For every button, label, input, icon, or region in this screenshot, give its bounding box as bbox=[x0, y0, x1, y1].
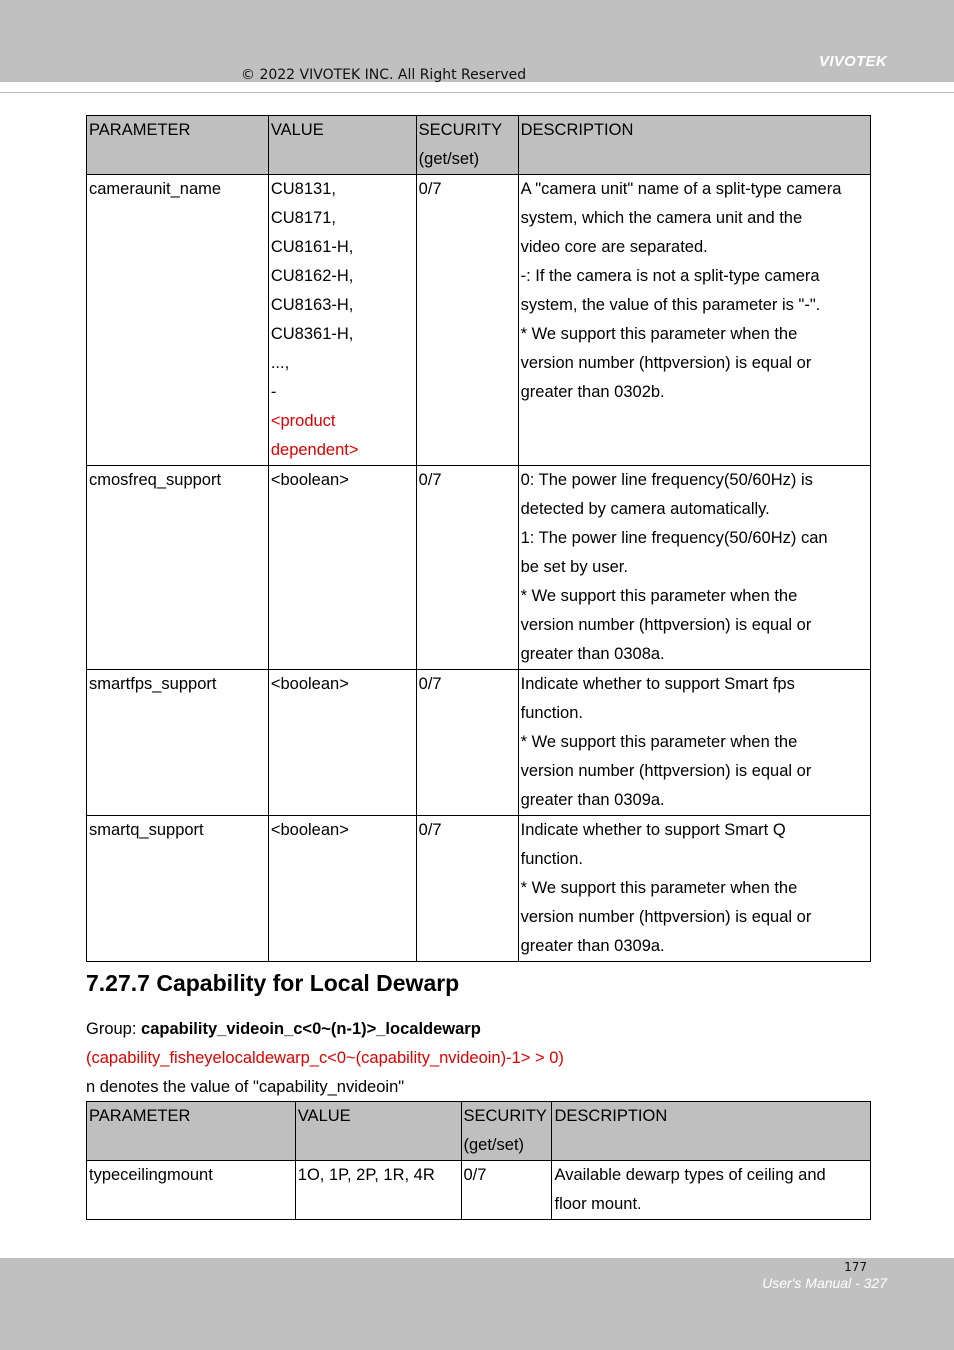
table-row bbox=[87, 670, 871, 816]
header-parameter: PARAMETER bbox=[87, 116, 269, 175]
value-cell: CU8131, CU8171, CU8161-H, CU8162-H, CU8163-H, CU8361-H, ..., - <product dependent> bbox=[268, 175, 416, 466]
copyright-text: © 2022 VIVOTEK INC. All Right Reserved bbox=[241, 67, 527, 83]
n-note: n denotes the value of "capability_nvideoin" bbox=[86, 1078, 405, 1096]
security-cell: 0/7 bbox=[416, 670, 518, 816]
group-name: capability_videoin_c<0~(n-1)>_localdewarp bbox=[141, 1020, 481, 1038]
header-value: VALUE bbox=[268, 116, 416, 175]
section-heading: 7.27.7 Capability for Local Dewarp bbox=[86, 970, 460, 996]
group-line: Group: capability_videoin_c<0~(n-1)>_localdewarp bbox=[86, 1020, 481, 1038]
brand-logo: VIVOTEK bbox=[819, 53, 887, 70]
group-info bbox=[86, 1015, 564, 1102]
header-band bbox=[0, 0, 954, 82]
header-description: DESCRIPTION bbox=[518, 116, 870, 175]
table-header-row bbox=[87, 116, 871, 175]
table-row bbox=[87, 1161, 871, 1220]
page-number: 177 bbox=[844, 1260, 867, 1274]
header-value: VALUE bbox=[295, 1102, 461, 1161]
table-row bbox=[87, 466, 871, 670]
description-cell: 0: The power line frequency(50/60Hz) is detected by camera automatically. 1: The power line frequency(50/60Hz) can be set by user. * We support this parameter when the version number (httpversion) is equal or greater than 0308a. bbox=[518, 466, 870, 670]
parameter-table-2 bbox=[86, 1101, 871, 1220]
header-security: SECURITY (get/set) bbox=[461, 1102, 552, 1161]
table-row bbox=[87, 175, 871, 466]
description-cell: Available dewarp types of ceiling and floor mount. bbox=[552, 1161, 871, 1220]
header-parameter: PARAMETER bbox=[87, 1102, 296, 1161]
value-cell: <boolean> bbox=[268, 816, 416, 962]
header-security: SECURITY (get/set) bbox=[416, 116, 518, 175]
parameter-table-1 bbox=[86, 115, 871, 962]
security-cell: 0/7 bbox=[461, 1161, 552, 1220]
table-row bbox=[87, 816, 871, 962]
manual-page-label: User's Manual - 327 bbox=[762, 1275, 887, 1291]
security-cell: 0/7 bbox=[416, 466, 518, 670]
footer-band bbox=[0, 1258, 954, 1350]
header-description: DESCRIPTION bbox=[552, 1102, 871, 1161]
value-cell: <boolean> bbox=[268, 466, 416, 670]
security-cell: 0/7 bbox=[416, 816, 518, 962]
group-condition: (capability_fisheyelocaldewarp_c<0~(capability_nvideoin)-1> > 0) bbox=[86, 1049, 564, 1067]
value-cell: 1O, 1P, 2P, 1R, 4R bbox=[295, 1161, 461, 1220]
table-header-row bbox=[87, 1102, 871, 1161]
value-cell: <boolean> bbox=[268, 670, 416, 816]
parameter-cell: cameraunit_name bbox=[87, 175, 269, 466]
description-cell: A "camera unit" name of a split-type camera system, which the camera unit and the video core are separated. -: If the camera is not a split-type camera system, the value of this parameter is "-". * We support this parameter when the version number (httpversion) is equal or greater than 0302b. bbox=[518, 175, 870, 466]
product-dependent-note: <product bbox=[270, 412, 336, 430]
description-cell: Indicate whether to support Smart fps function. * We support this parameter when the version number (httpversion) is equal or greater than 0309a. bbox=[518, 670, 870, 816]
parameter-cell: smartq_support bbox=[87, 816, 269, 962]
parameter-cell: cmosfreq_support bbox=[87, 466, 269, 670]
header-divider bbox=[0, 92, 954, 93]
parameter-cell: typeceilingmount bbox=[87, 1161, 296, 1220]
description-cell: Indicate whether to support Smart Q function. * We support this parameter when the version number (httpversion) is equal or greater than 0309a. bbox=[518, 816, 870, 962]
security-cell: 0/7 bbox=[416, 175, 518, 466]
parameter-cell: smartfps_support bbox=[87, 670, 269, 816]
